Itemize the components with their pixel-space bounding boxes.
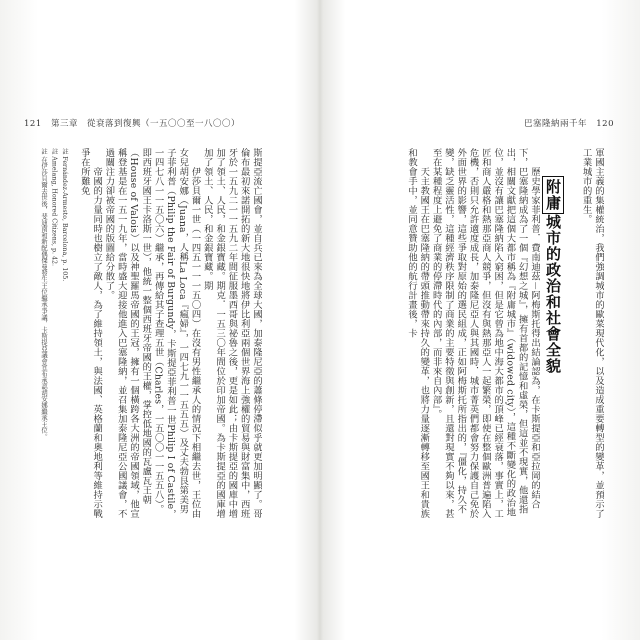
footnote: 註 在伊莎貝爾去世後，斐迪南和新配偶傑曼發生王位繼承爭議，卡斯提亞議會宣布承認胡安娜繼承王位。 [40,148,47,440]
right-paragraph: 歷史學家菲利普．費南迪茲－阿梅斯托得出結論認為，在卡斯提亞和亞拉岡的結合下，巴塞隆納成為了一個『幻想之城』，擁有首都的記憶和虛榮，但這並不現實，他還指出，相關文獻把這個大都市稱為『附庸城市』（widowed city），這種不斷變化的政治地位，並沒有讓巴塞隆納陷入窮困，但是它曾為地中海大都市的頂峰已經衰落，事實上，工匠和商人嚴格和熱那亞商人競爭，但沒有與熱那亞人一起繁榮，即使在整個歐洲普遍陷入危機，否則只允許適度成長，加泰隆尼亞人與其國時．城市菁英們都會努力保護自己免於外面世界的影響，這些爭取對原始的選民組成，正如阿梅斯托所指出的，『僵化，持久不變，缺乏靈活性，這種經濟秩序限制了商業的主要特徵與創新，且還對現實不夠以來，甚至在某種程度上避免了商業的停滯時代的內部，而非來自內部』。 [430,148,540,519]
left-paragraph: 斯提亞流亡國會，並自兵已來為全球大國，加泰隆尼亞的蕭條停滯似乎就更加明顯了。哥倫布最初來諾開拓的新大地很快地將伊比利亞兩個世界海上強權的貿易與財富集中，西班牙於一五九二一一五九二年間征服墨西哥與祕魯之後，更是如此；由卡斯提亞的國庫中增加了領土、人民，和金銀寶藏。期克．一五三〇年間位於印加帝國。為卡斯提亞的國庫增加了領土、人民，和金銀寶藏。期 [201,148,262,519]
running-title: 巴塞隆納兩千年 [524,119,588,129]
footnote: 註 Fernández-Armesto, Barcelona, p. 105. [61,148,68,282]
section-heading-boxed: 附庸 [542,176,564,214]
right-page-header [524,117,620,129]
right-paragraph: 天主教國王在巴塞隆納的帶頭推動帶來持久的變革，也將力量逐漸轉移至國王和貴族和教會手中，並同意贊助他的航行計畫後，卡 [406,148,430,519]
right-page [320,0,640,640]
left-page-number: 121 [24,119,42,129]
intro-paragraph: 軍國主義的集權統治，我們強調城市的歐菜現代化，以及造成重要轉型的變革，並預示了工業城市的重生。 [580,148,604,519]
left-paragraph: 帝國的力量同時也樹立了敵人，為了維持領土，與法國、英格蘭和奧地利等維持示戰爭在所難免 [78,148,103,519]
right-body-text [344,148,540,520]
section-heading-rest: 城市的政治和社會全貌 [544,214,562,374]
right-page-number: 120 [596,119,614,129]
section-heading [542,176,564,374]
left-chapter-title: 第三章 從衰落到復興（一五〇〇至一八〇〇） [50,119,240,129]
left-page-header [18,117,240,129]
right-intro-text [574,148,604,520]
left-paragraph: 伊莎貝爾一世（一四五一一一五〇四）在沒有男性繼承人的情況下相繼去世，王位由女兒胡安娜（Juana，人稱La Loca『瘋婦』，一四七九一一五五五）及丈夫勃艮第美男子菲利普（Philip the Fair of Burgundy，卡斯提亞菲利普一世Philip I of Castile，一四七八一一五〇六）繼承，再傳給其子查理五世（Charles，一五〇〇一一五五八）。即西班牙國王卡洛斯一世），他統一整個西班牙帝國的王權，掌控低地國的瓦盧瓦王朝（House of Valois）以及神聖羅馬帝國的王冠，擁有一個橫跨各大洲的帝國領域，他宣稱登基是在一五一九年，當時盛大迎接他進入巴塞隆納，並召集加泰隆尼亞公國議會，不過關注力卻被帝國的版圖給分散了。 [103,148,201,519]
footnote: 註 Amelang, Honored Citizens, p. 42. [50,148,58,267]
footnotes [33,148,69,528]
